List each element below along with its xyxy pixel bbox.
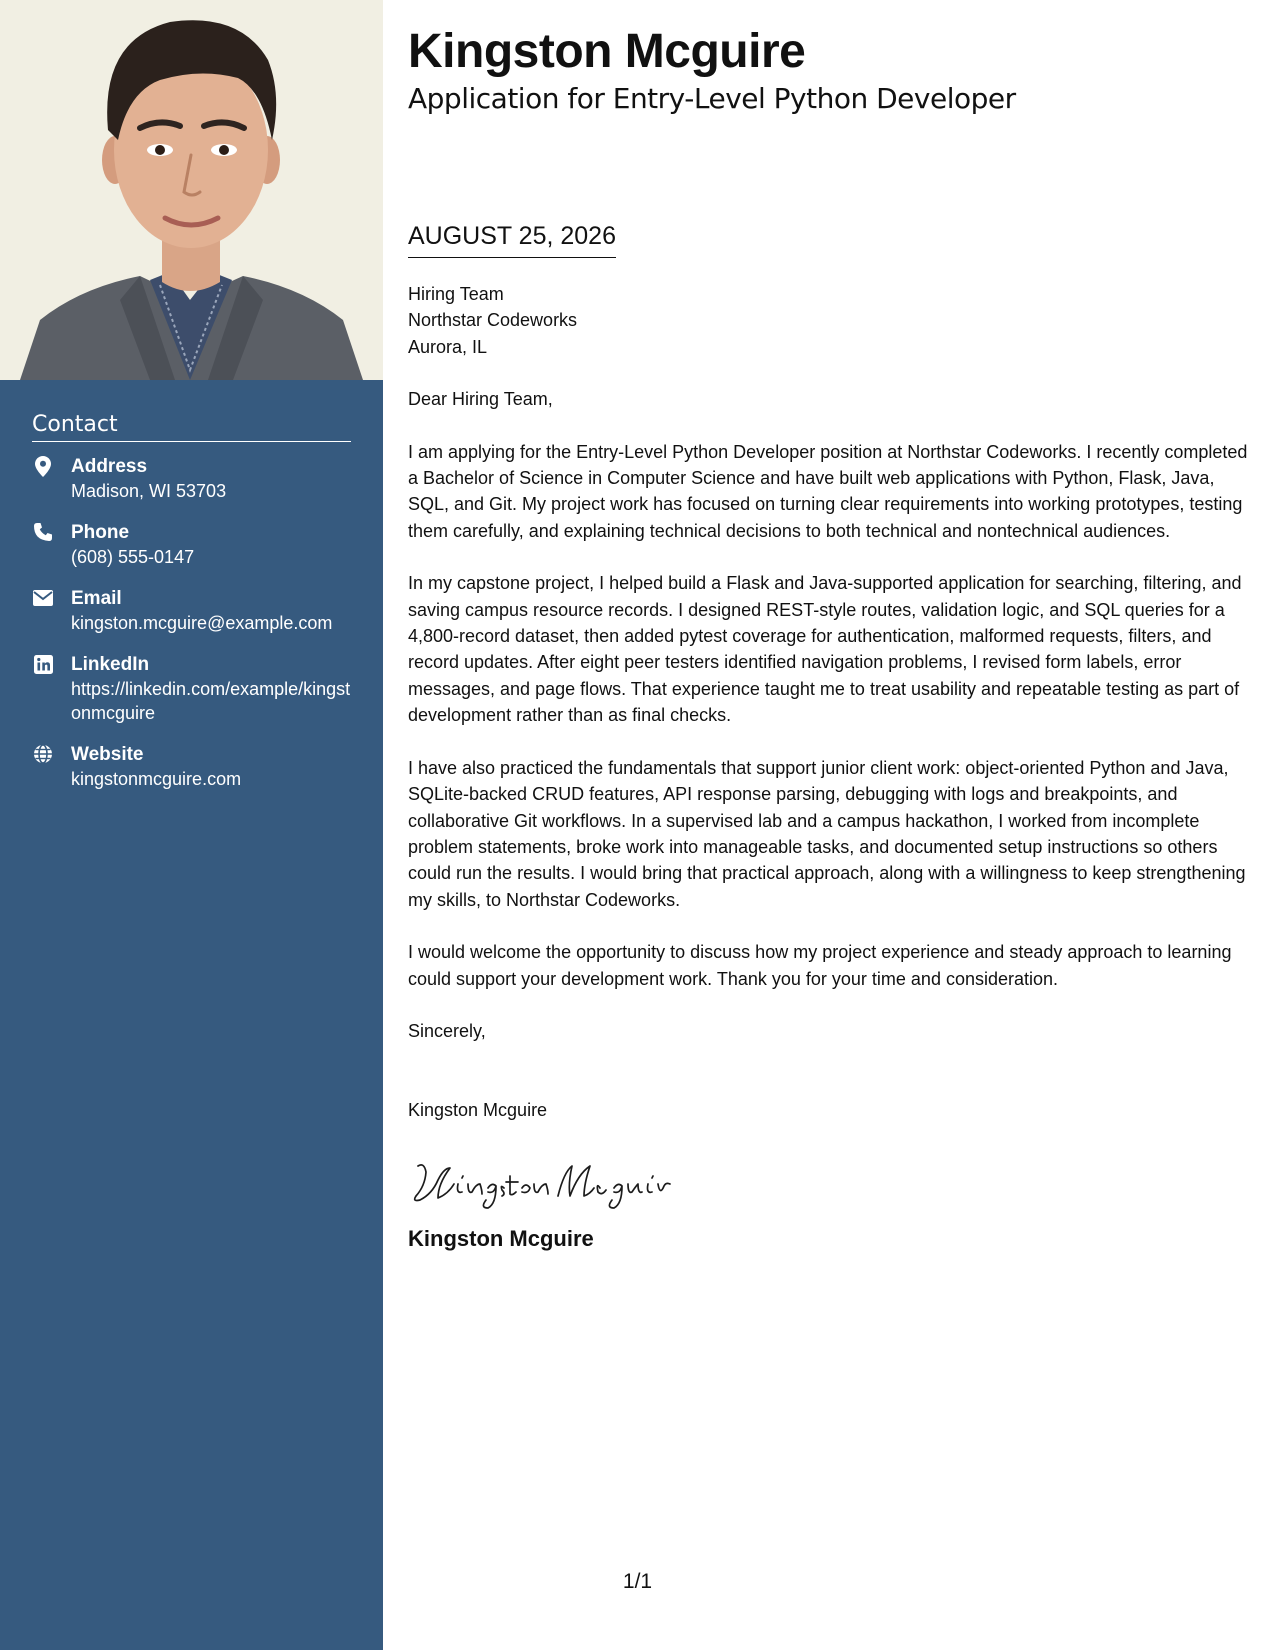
email-value[interactable]: kingston.mcguire@example.com (71, 613, 333, 633)
recipient-line: Hiring Team (408, 284, 504, 304)
contact-heading: Contact (32, 412, 351, 442)
recipient-line: Northstar Codeworks (408, 310, 578, 331)
sidebar (0, 0, 383, 1650)
contact-item-website (32, 742, 351, 791)
recipient-line: Aurora, IL (408, 336, 488, 357)
contact-item-phone (32, 520, 351, 569)
letter-paragraph: I am applying for the Entry-Level Python Developer position at Northstar Codeworks. I recently completed a Bachelor of Science in Computer Science and have built web applications with Python, Flask, Java, SQL, and Git. My project work has focused on turning clear requirements into working prototypes, testing them carefully, and explaining technical decisions to both technical and nontechnical audiences. (408, 441, 1248, 541)
page-number: 1/1 (622, 1570, 653, 1593)
website-label: Website (71, 744, 144, 765)
envelope-icon (32, 587, 54, 609)
recipient-block (408, 281, 1248, 360)
contact-item-email (32, 586, 351, 635)
map-pin-icon (32, 455, 54, 477)
address-value: Madison, WI 53703 (71, 481, 227, 501)
closing: Sincerely, (408, 1020, 486, 1041)
address-label: Address (71, 456, 148, 477)
footer-name: Kingston Mcguire (408, 1225, 594, 1251)
linkedin-value[interactable]: https://linkedin.com/example/kingstonmcguire (71, 679, 351, 723)
applicant-name: Kingston Mcguire (408, 25, 806, 78)
linkedin-icon (32, 653, 54, 675)
globe-icon (32, 743, 54, 765)
letter-paragraph: In my capstone project, I helped build a Flask and Java-supported application for searching, filtering, and saving campus resource records. I designed REST-style routes, validation logic, and SQL queries for a 4,800-record dataset, then added pytest coverage for authentication, malformed requests, filters, and record updates. After eight peer testers identified navigation problems, I revised form labels, error messages, and page flows. That experience taught me to treat usability and repeatable testing as part of development rather than as final checks. (408, 573, 1242, 726)
contact-section (32, 412, 351, 808)
contact-item-address (32, 454, 351, 503)
email-label: Email (71, 588, 122, 609)
signed-name: Kingston Mcguire (408, 1100, 548, 1121)
letter-paragraph: I would welcome the opportunity to discuss how my project experience and steady approach to learning could support your development work. Thank you for your time and consideration. (408, 942, 1232, 989)
contact-item-linkedin (32, 652, 351, 725)
profile-photo (0, 0, 383, 380)
phone-icon (32, 521, 54, 543)
application-title: Application for Entry-Level Python Developer (408, 82, 1016, 115)
phone-value[interactable]: (608) 555-0147 (71, 547, 195, 567)
handwritten-signature (408, 1154, 1248, 1212)
letter-date: AUGUST 25, 2026 (408, 222, 616, 258)
linkedin-label: LinkedIn (71, 654, 150, 675)
letter-body (408, 281, 1248, 1252)
letter-paragraph: I have also practiced the fundamentals that support junior client work: object-oriented Python and Java, SQLite-backed CRUD features, API response parsing, debugging with logs and breakpoints, and collaborative Git workflows. In a supervised lab and a campus hackathon, I worked from incomplete problem statements, broke work into manageable tasks, and documented setup instructions so others could run the results. I would bring that practical approach, along with a willingness to keep strengthening my skills, to Northstar Codeworks. (408, 757, 1246, 910)
website-value[interactable]: kingstonmcguire.com (71, 769, 242, 789)
salutation: Dear Hiring Team, (408, 389, 553, 410)
phone-label: Phone (71, 522, 130, 543)
